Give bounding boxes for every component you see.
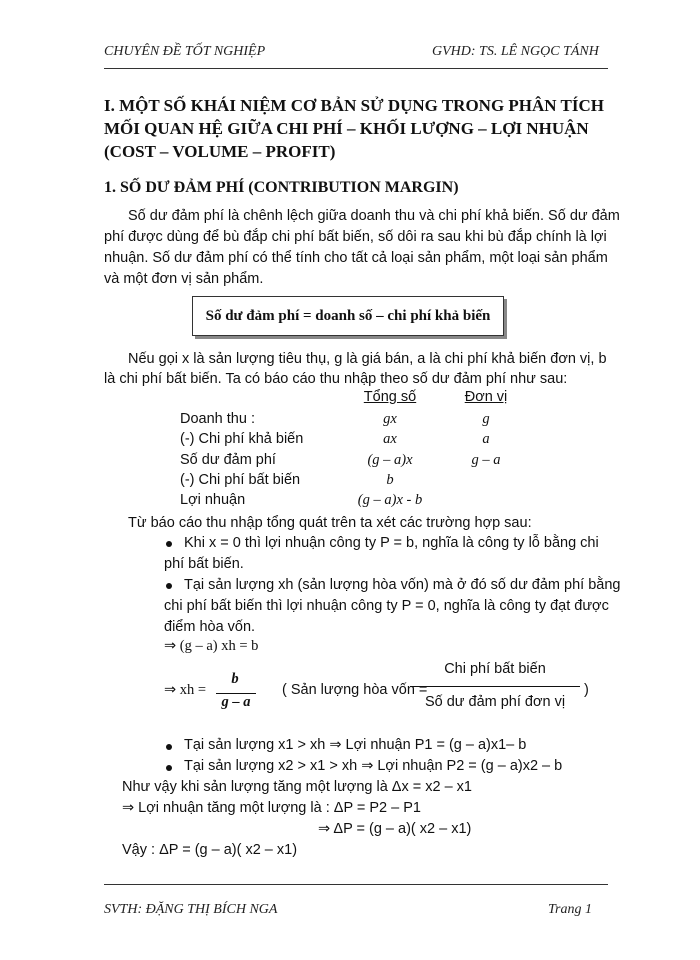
section-title-line-3: (COST – VOLUME – PROFIT)	[104, 142, 336, 161]
bullet-4: Tại sản lượng x2 > x1 > xh ⇒ Lợi nhuận P2 = (g – a)x2 – b	[184, 758, 563, 774]
bullet-icon	[166, 765, 172, 771]
intro-line-1: Số dư đảm phí là chênh lệch giữa doanh thu và chi phí khả biến. Số dư đảm	[128, 208, 620, 224]
intro-line-3: nhuận. Số dư đảm phí có thể tính cho tất cả loại sản phẩm, một loại sản phẩm	[104, 250, 608, 266]
bullet-icon	[166, 541, 172, 547]
subsection-title: 1. SỐ DƯ ĐẢM PHÍ (CONTRIBUTION MARGIN)	[104, 179, 459, 196]
section-title-line-1: I. MỘT SỐ KHÁI NIỆM CƠ BẢN SỬ DỤNG TRONG PHÂN TÍCH	[104, 96, 604, 115]
breakeven-fraction-bar	[410, 686, 580, 687]
definition-line-2: là chi phí bất biến. Ta có báo cáo thu nhập theo số dư đảm phí như sau:	[104, 371, 568, 387]
breakeven-close-paren: )	[584, 682, 589, 698]
row-unit: g – a	[471, 452, 501, 468]
analysis-intro: Từ báo cáo thu nhập tổng quát trên ta xét các trường hợp sau:	[128, 515, 532, 531]
row-unit: a	[482, 431, 490, 447]
row-total: ax	[383, 431, 397, 447]
page-number: Trang 1	[548, 902, 592, 917]
intro-line-2: phí được dùng để bù đắp chi phí bất biến, số dôi ra sau khi bù đắp chính là lợi	[104, 229, 607, 245]
row-unit: g	[482, 411, 490, 427]
row-total: (g – a)x	[367, 452, 413, 468]
bullet-1-line-1: Khi x = 0 thì lợi nhuận công ty P = b, nghĩa là công ty lỗ bằng chi	[184, 535, 599, 551]
bullet-2-line-2: chi phí bất biến thì lợi nhuận công ty P = 0, nghĩa là công ty đạt được	[164, 598, 609, 614]
footer-left: SVTH: ĐẶNG THỊ BÍCH NGA	[104, 902, 278, 917]
section-title-line-2: MỐI QUAN HỆ GIỮA CHI PHÍ – KHỐI LƯỢNG – LỢI NHUẬN	[104, 119, 589, 138]
row-label: Số dư đảm phí	[180, 452, 276, 468]
bullet-2-line-3: điểm hòa vốn.	[164, 619, 256, 635]
definition-line-1: Nếu gọi x là sản lượng tiêu thụ, g là giá bán, a là chi phí khả biến đơn vị, b	[128, 351, 607, 367]
bullet-icon	[166, 583, 172, 589]
fraction-denominator: g – a	[221, 694, 251, 710]
row-total: b	[386, 472, 394, 488]
bullet-1-line-2: phí bất biến.	[164, 556, 244, 572]
equation-breakeven: ⇒ (g – a) xh = b	[164, 638, 259, 654]
header-rule	[104, 68, 608, 69]
column-header-total: Tổng số	[363, 389, 417, 405]
column-header-unit: Đơn vị	[464, 389, 508, 405]
breakeven-fraction-numerator: Chi phí bất biến	[444, 661, 546, 677]
intro-line-4: và một đơn vị sản phẩm.	[104, 271, 264, 287]
bullet-3: Tại sản lượng x1 > xh ⇒ Lợi nhuận P1 = (g – a)x1– b	[184, 737, 527, 753]
line-profit-formula: ⇒ ΔP = (g – a)( x2 – x1)	[318, 821, 472, 837]
line-volume-increase: Như vậy khi sản lượng tăng một lượng là Δx = x2 – x1	[122, 779, 472, 795]
row-label: (-) Chi phí khả biến	[180, 431, 304, 447]
formula-box: Số dư đảm phí = doanh số – chi phí khả biến	[192, 296, 504, 336]
bullet-icon	[166, 744, 172, 750]
footer-rule	[104, 884, 608, 885]
row-total: (g – a)x - b	[357, 492, 423, 508]
header-left: CHUYÊN ĐỀ TỐT NGHIỆP	[104, 44, 266, 59]
breakeven-label: ( Sản lượng hòa vốn =	[282, 682, 428, 698]
equation-xh-lhs: ⇒ xh =	[164, 682, 207, 698]
bullet-2-line-1: Tại sản lượng xh (sản lượng hòa vốn) mà ở đó số dư đảm phí bằng	[184, 577, 621, 593]
row-label: (-) Chi phí bất biến	[180, 472, 301, 488]
row-total: gx	[383, 411, 397, 427]
fraction-numerator: b	[231, 671, 239, 687]
row-label: Lợi nhuận	[180, 492, 246, 508]
row-label: Doanh thu :	[180, 411, 255, 427]
breakeven-fraction-denominator: Số dư đảm phí đơn vị	[424, 694, 566, 710]
line-profit-increase: ⇒ Lợi nhuận tăng một lượng là : ΔP = P2 – P1	[122, 800, 421, 816]
header-right: GVHD: TS. LÊ NGỌC TÁNH	[432, 44, 599, 59]
conclusion-line: Vậy : ΔP = (g – a)( x2 – x1)	[122, 842, 298, 858]
